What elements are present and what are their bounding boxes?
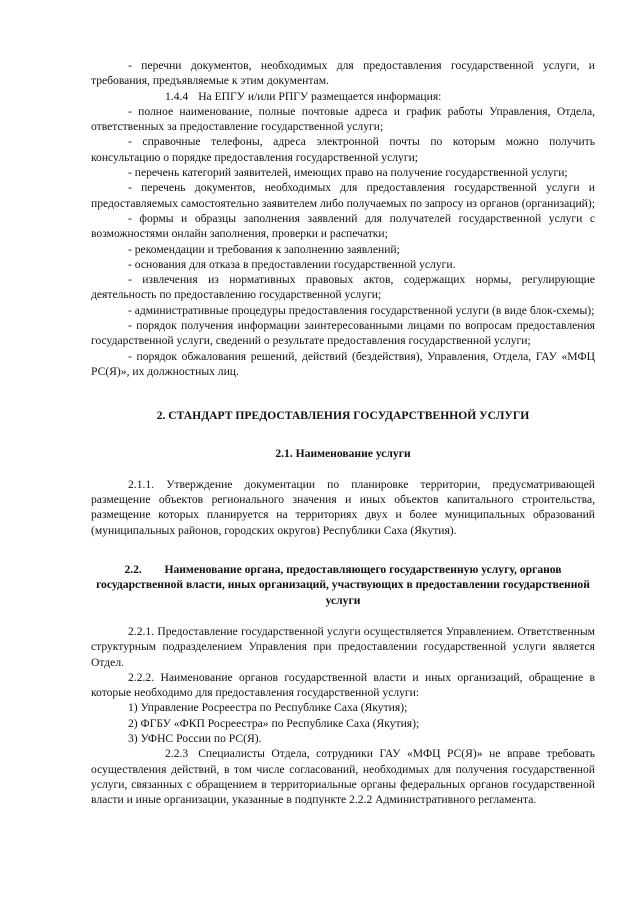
bullet-item: - основания для отказа в предоставлении государственной услуги.	[128, 257, 456, 271]
section-text: Специалисты Отдела, сотрудники ГАУ «МФЦ РС(Я)» не вправе требовать осуществления действий, в том числе согласований, необходимых для получения государственной услуги, связанных с обращением в территориальные органы федеральных органов государственной власти и иные организации, указанные в подпункте 2.2.2 Административного регламента.	[91, 747, 595, 807]
bullet-item: - порядок получения информации заинтересованными лицами по вопросам предоставления государственной услуги, сведений о результате предоставления государственной услуги;	[91, 319, 595, 348]
section-text: На ЕПГУ и/или РПГУ размещается информация:	[198, 89, 442, 103]
bullet-item: - перечень категорий заявителей, имеющих право на получение государственной услуги;	[128, 166, 568, 180]
bullet-item: - рекомендации и требования к заполнению заявлений;	[128, 242, 400, 256]
subsection-2-1-heading: 2.1. Наименование услуги	[275, 446, 411, 460]
paragraph-2-2-2: 2.2.2. Наименование органов государственной власти и иных организаций, обращение в которые необходимо для предоставления государственной услуги:	[91, 670, 595, 700]
list-item: 2) ФГБУ «ФКП Росреестра» по Республике Саха (Якутия);	[128, 716, 420, 730]
paragraph-2-1-1: 2.1.1. Утверждение документации по планировке территории, предусматривающей размещение объектов регионального значения и иных объектов капитального строительства, размещение которых планируется на территориях двух и более муниципальных образований (муниципальных районов, городских округов) Республики Саха (Якутия).	[91, 477, 595, 537]
subsection-2-2-heading	[91, 562, 595, 608]
list-item: 1) Управление Росреестра по Республике Саха (Якутия);	[128, 701, 408, 715]
paragraph-documents-list: - перечни документов, необходимых для предоставления государственной услуги, и требования, предъявляемые к этим документам.	[91, 59, 595, 88]
bullet-item: - перечень документов, необходимых для предоставления государственной услуги и предоставляемых самостоятельно заявителем либо получаемых по запросу из органов (организаций);	[91, 181, 595, 210]
paragraph-2-2-1: 2.2.1. Предоставление государственной услуги осуществляется Управлением. Ответственным структурным подразделением Управления при предоставлении государственной услуги является Отдел.	[91, 624, 595, 669]
subsection-title: Наименование органа, предоставляющего государственную услугу, органов государственной власти, иных организаций, участвующих в предоставлении государственной услуги	[96, 563, 590, 607]
section-number: 2.2.3	[165, 747, 189, 761]
paragraph-2-2-3	[91, 746, 595, 807]
bullet-item: - административные процедуры предоставления государственной услуги (в виде блок-схемы);	[128, 303, 595, 317]
list-item: 3) УФНС России по РС(Я).	[128, 731, 262, 745]
section-2-heading: 2. СТАНДАРТ ПРЕДОСТАВЛЕНИЯ ГОСУДАРСТВЕННОЙ УСЛУГИ	[156, 409, 530, 423]
bullet-item: - формы и образцы заполнения заявлений для получателей государственной услуги с возможностями онлайн заполнения, проверки и распечатки;	[91, 211, 595, 241]
bullet-item: - извлечения из нормативных правовых актов, содержащих нормы, регулирующие деятельность по предоставлению государственной услуги;	[91, 273, 595, 302]
bullet-item: - полное наименование, полные почтовые адреса и график работы Управления, Отдела, ответственных за предоставление государственной услуги;	[91, 104, 595, 134]
document-page	[91, 58, 595, 807]
bullet-item: - справочные телефоны, адреса электронной почты по которым можно получить консультацию о порядке предоставления государственной услуги;	[91, 135, 595, 164]
bullet-item: - порядок обжалования решений, действий (бездействия), Управления, Отдела, ГАУ «МФЦ РС(Я)», их должностных лиц.	[91, 349, 595, 378]
section-number: 1.4.4	[165, 89, 189, 103]
subsection-number: 2.2.	[124, 563, 142, 577]
paragraph-1-4-4	[91, 89, 595, 104]
